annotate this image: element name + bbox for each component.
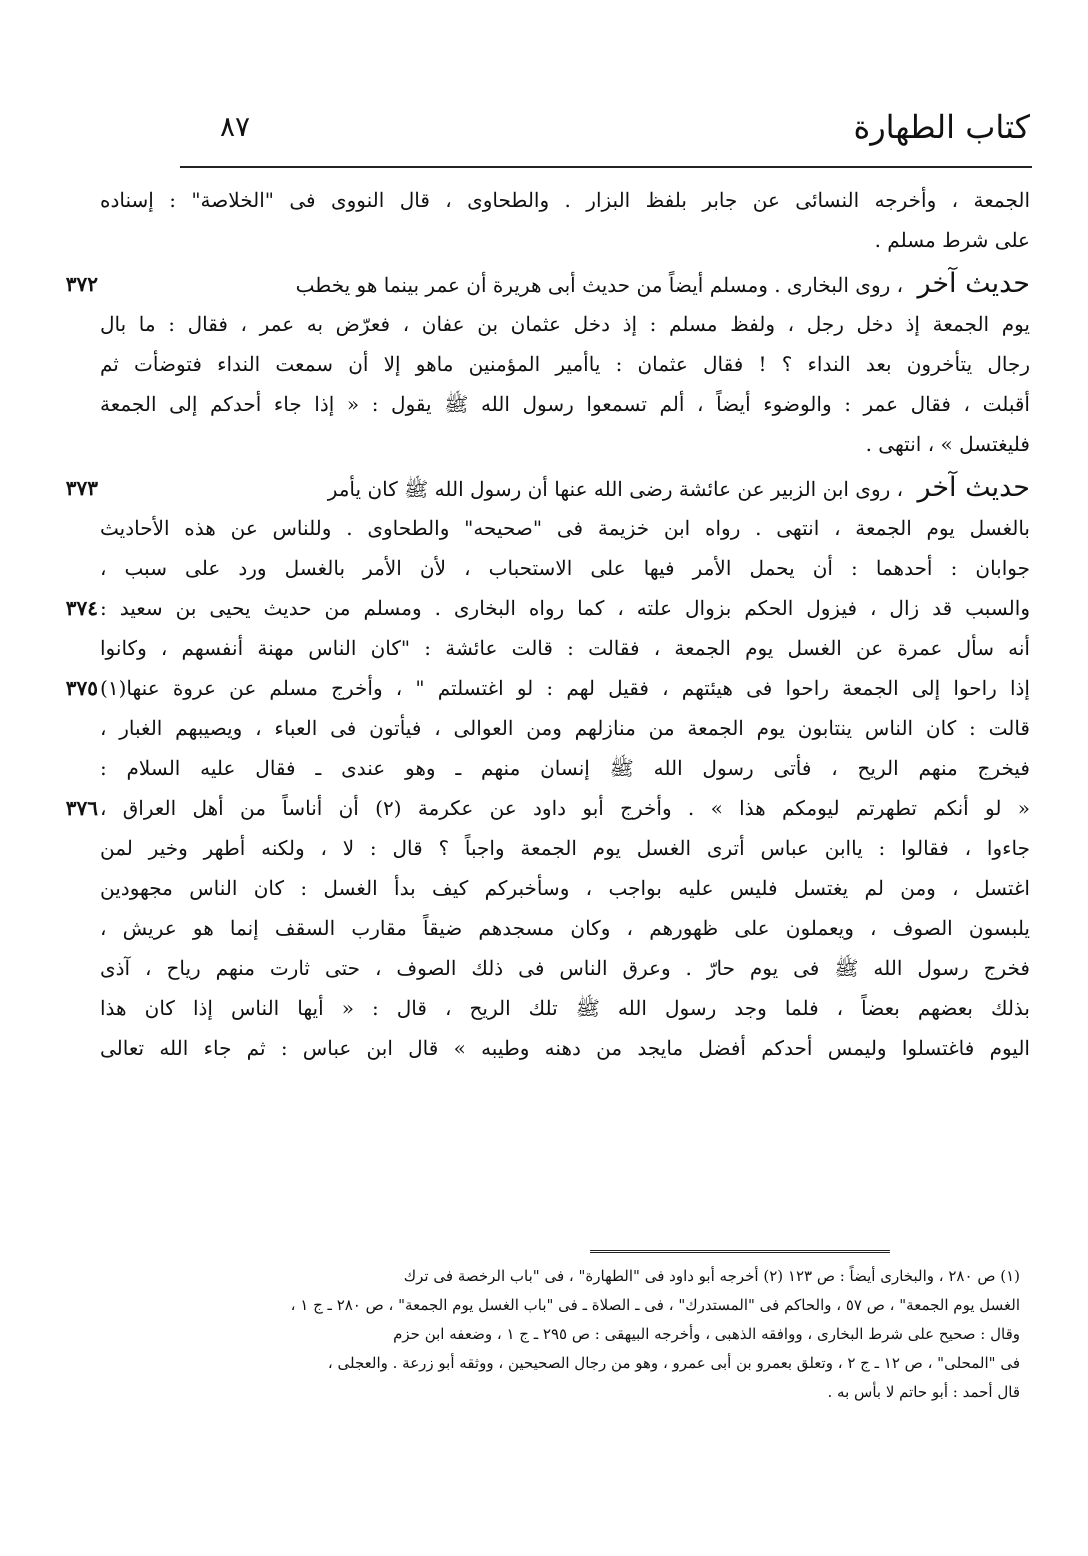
- text-fragment: ، روى ابن الزبير عن عائشة رضى الله عنها أن رسول الله ﷺ كان يأمر: [327, 477, 904, 501]
- text-line: اغتسل ، ومن لم يغتسل فليس عليه بواجب ، وسأخبركم كيف بدأ الغسل : كان الناس مجهودين: [100, 876, 1030, 900]
- page-number: ٨٧: [220, 110, 251, 143]
- footnote-line: وقال : صحيح على شرط البخارى ، ووافقه الذهبى ، وأخرجه البيهقى : ص ٢٩٥ ـ ج ١ ، وضعفه ابن حزم: [393, 1325, 1020, 1343]
- footnote-line: الغسل يوم الجمعة" ، ص ٥٧ ، والحاكم فى "المستدرك" ، فى ـ الصلاة ـ فى "باب الغسل يوم الجمعة" ، ص ٢٨٠ ـ ج ١ ،: [290, 1296, 1020, 1314]
- text-fragment: إذا راحوا إلى الجمعة راحوا فى هيئتهم ، فقيل لهم : لو اغتسلتم " ، وأخرج مسلم عن عروة عنها(١): [100, 676, 1030, 700]
- text-line: [65, 588, 1030, 628]
- text-line: [65, 468, 1030, 508]
- footnotes: [180, 1262, 1020, 1407]
- hadith-heading: حديث آخر: [917, 268, 1030, 299]
- paragraph-2: [65, 264, 1030, 464]
- text-fragment: « لو أنكم تطهرتم ليومكم هذا » . وأخرج أبو داود عن عكرمة (٢) أن أناساً من أهل العراق ،: [100, 796, 1031, 820]
- footnote-line: (١) ص ٢٨٠ ، والبخارى أيضاً : ص ١٢٣ (٢) أخرجه أبو داود فى "الطهارة" ، فى "باب الرخصة فى ترك: [403, 1267, 1020, 1285]
- footnote-line: قال أحمد : أبو حاتم لا بأس به .: [827, 1383, 1020, 1401]
- text-line: [65, 668, 1030, 708]
- page-header: [180, 108, 1030, 158]
- text-line: قالت : كان الناس ينتابون يوم الجمعة من منازلهم ومن العوالى ، فيأتون فى العباء ، ويصيبهم الغبار ،: [100, 716, 1030, 740]
- hadith-heading: حديث آخر: [917, 472, 1030, 503]
- paragraph-3: [65, 468, 1031, 1068]
- paragraph-1: [100, 180, 1030, 260]
- text-line: فيخرج منهم الريح ، فأتى رسول الله ﷺ إنسان منهم ـ وهو عندى ـ فقال عليه السلام :: [100, 756, 1030, 780]
- text-line: [65, 264, 1030, 304]
- text-line: يوم الجمعة إذ دخل رجل ، ولفظ مسلم : إذ دخل عثمان بن عفان ، فعرّض به عمر ، فقال : ما بال: [100, 312, 1030, 336]
- text-line: أنه سأل عمرة عن الغسل يوم الجمعة ، فقالت : قالت عائشة : "كان الناس مهنة أنفسهم ، وكانوا: [100, 636, 1030, 660]
- header-rule: [180, 166, 1032, 168]
- text-line: رجال يتأخرون بعد النداء ؟ ! فقال عثمان : ياأمير المؤمنين ماهو إلا أن سمعت النداء فتوضأت ثم: [100, 352, 1030, 376]
- footnote-line: فى "المحلى" ، ص ١٢ ـ ج ٢ ، وتعلق بعمرو بن أبى عمرو ، وهو من رجال الصحيحين ، ووثقه أبو زرعة . والعجلى ،: [327, 1354, 1020, 1372]
- text-line: بالغسل يوم الجمعة ، انتهى . رواه ابن خزيمة فى "صحيحه" والطحاوى . وللناس عن هذه الأحاديث: [100, 516, 1030, 540]
- text-line: فخرج رسول الله ﷺ فى يوم حارّ . وعرق الناس فى ذلك الصوف ، حتى ثارت منهم رياح ، آذى: [100, 956, 1030, 980]
- main-text: [65, 180, 1031, 1068]
- text-line: الجمعة ، وأخرجه النسائى عن جابر بلفظ البزار . والطحاوى ، قال النووى فى "الخلاصة" : إسناده: [100, 188, 1030, 212]
- hadith-number: ٣٧٦: [65, 796, 98, 820]
- hadith-number: ٣٧٢: [65, 272, 98, 296]
- text-fragment: ، روى البخارى . ومسلم أيضاً من حديث أبى هريرة أن عمر بينما هو يخطب: [295, 273, 904, 297]
- text-fragment: والسبب قد زال ، فيزول الحكم بزوال علته ، كما رواه البخارى . ومسلم من حديث يحيى بن سعيد :: [100, 596, 1030, 620]
- hadith-number: ٣٧٤: [65, 596, 98, 620]
- text-line: جوابان : أحدهما : أن يحمل الأمر فيها على الاستحباب ، لأن الأمر بالغسل ورد على سبب ،: [100, 556, 1030, 580]
- text-line: فليغتسل » ، انتهى .: [865, 432, 1030, 456]
- footnote-rule: [590, 1250, 890, 1253]
- running-title: كتاب الطهارة: [853, 108, 1030, 146]
- hadith-number: ٣٧٣: [65, 476, 98, 500]
- text-line: يلبسون الصوف ، ويعملون على ظهورهم ، وكان مسجدهم ضيقاً مقارب السقف إنما هو عريش ،: [100, 916, 1030, 940]
- text-line: أقبلت ، فقال عمر : والوضوء أيضاً ، ألم تسمعوا رسول الله ﷺ يقول : « إذا جاء أحدكم إلى الجمعة: [100, 392, 1030, 416]
- text-line: [65, 788, 1031, 828]
- hadith-number: ٣٧٥: [65, 676, 98, 700]
- text-line: اليوم فاغتسلوا وليمس أحدكم أفضل مايجد من دهنه وطيبه » قال ابن عباس : ثم جاء الله تعالى: [100, 1036, 1030, 1060]
- text-line: جاءوا ، فقالوا : ياابن عباس أترى الغسل يوم الجمعة واجباً ؟ قال : لا ، ولكنه أطهر وخير لمن: [100, 836, 1030, 860]
- text-line: على شرط مسلم .: [874, 228, 1030, 252]
- text-line: بذلك بعضهم بعضاً ، فلما وجد رسول الله ﷺ تلك الريح ، قال : « أيها الناس إذا كان هذا: [100, 996, 1030, 1020]
